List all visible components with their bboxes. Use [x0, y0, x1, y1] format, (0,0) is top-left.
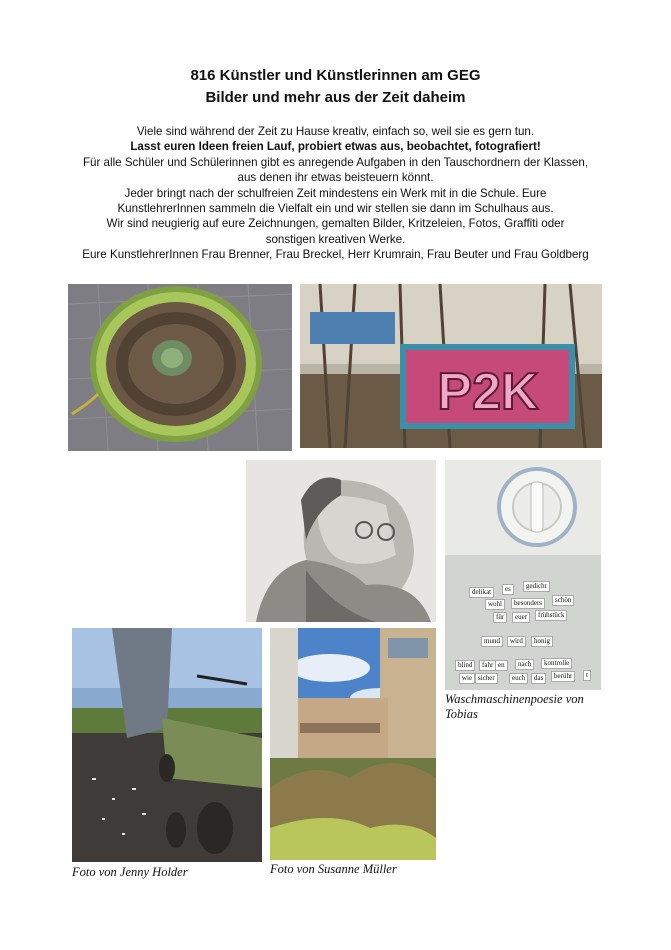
- magnet-word: honig: [531, 636, 553, 647]
- intro-line: Für alle Schüler und Schülerinnen gibt es anregende Aufgaben in den Tauschordnern der Klassen,: [82, 155, 589, 169]
- school-building-photo: [270, 628, 436, 860]
- intro-line-bold: Lasst euren Ideen freien Lauf, probiert etwas aus, beobachtet, fotografiert!: [130, 140, 541, 154]
- magnet-word: euch: [509, 673, 528, 684]
- mirror-landscape-photo: [72, 628, 262, 862]
- intro-line: sonstigen kreativen Werke.: [265, 232, 406, 246]
- magnet-word: für: [493, 612, 507, 623]
- forest-graffiti-photo: [300, 284, 602, 448]
- intro-line: Eure KunstlehrerInnen Frau Brenner, Frau Breckel, Herr Krumrain, Frau Beuter und Frau Goldberg: [82, 248, 589, 262]
- graffiti-text: P2K: [437, 363, 539, 421]
- magnet-word: gedicht: [523, 581, 550, 592]
- intro-line: aus denen ihr etwas beisteuern könnt.: [237, 171, 434, 185]
- magnet-word: besonders: [511, 598, 545, 609]
- intro-line: Wir sind neugierig auf eure Zeichnungen, gemalten Bilder, Kritzeleien, Fotos, Graffiti oder: [106, 217, 565, 231]
- magnet-word: euer: [512, 612, 530, 623]
- magnet-word: schön: [552, 595, 574, 606]
- intro-line: Viele sind während der Zeit zu Hause kreativ, einfach so, weil sie es gern tun.: [136, 125, 535, 138]
- magnet-word: blind: [455, 660, 475, 671]
- magnet-word: fahr: [479, 660, 496, 671]
- caption-susanne: Foto von Susanne Müller: [270, 862, 397, 876]
- caption-washing-machine: Waschmaschinenpoesie von Tobias: [445, 692, 584, 721]
- magnet-word: wohl: [485, 599, 505, 610]
- page-title: 816 Künstler und Künstlerinnen am GEG: [190, 67, 481, 84]
- intro-text: [40, 124, 631, 263]
- page-subtitle: Bilder und mehr aus der Zeit daheim: [205, 89, 466, 106]
- caption-jenny: Foto von Jenny Holder: [72, 865, 188, 879]
- magnet-word: kontrolle: [541, 658, 572, 669]
- magnet-word: en: [495, 660, 508, 671]
- pencil-drawing-photo: [246, 460, 436, 622]
- leaf-mandala-photo: [68, 284, 292, 451]
- magnet-word: das: [531, 673, 546, 684]
- magnet-word: wird: [507, 636, 526, 647]
- magnet-word: es: [502, 584, 514, 595]
- washing-machine-poetry-photo: [445, 460, 601, 690]
- magnet-word: sicher: [475, 673, 498, 684]
- intro-line: Jeder bringt nach der schulfreien Zeit mindestens ein Werk mit in die Schule. Eure: [124, 186, 547, 200]
- magnet-word: berühr: [551, 671, 575, 682]
- magnet-word: nach: [515, 659, 534, 670]
- magnet-word: frühstück: [535, 610, 567, 621]
- magnet-words: [445, 460, 601, 690]
- magnet-word: wie: [459, 673, 475, 684]
- intro-line: KunstlehrerInnen sammeln die Vielfalt ein und wir stellen sie dann im Schulhaus aus.: [117, 202, 554, 216]
- magnet-word: t: [583, 670, 591, 681]
- magnet-word: delikat: [469, 587, 494, 598]
- magnet-word: mund: [481, 636, 503, 647]
